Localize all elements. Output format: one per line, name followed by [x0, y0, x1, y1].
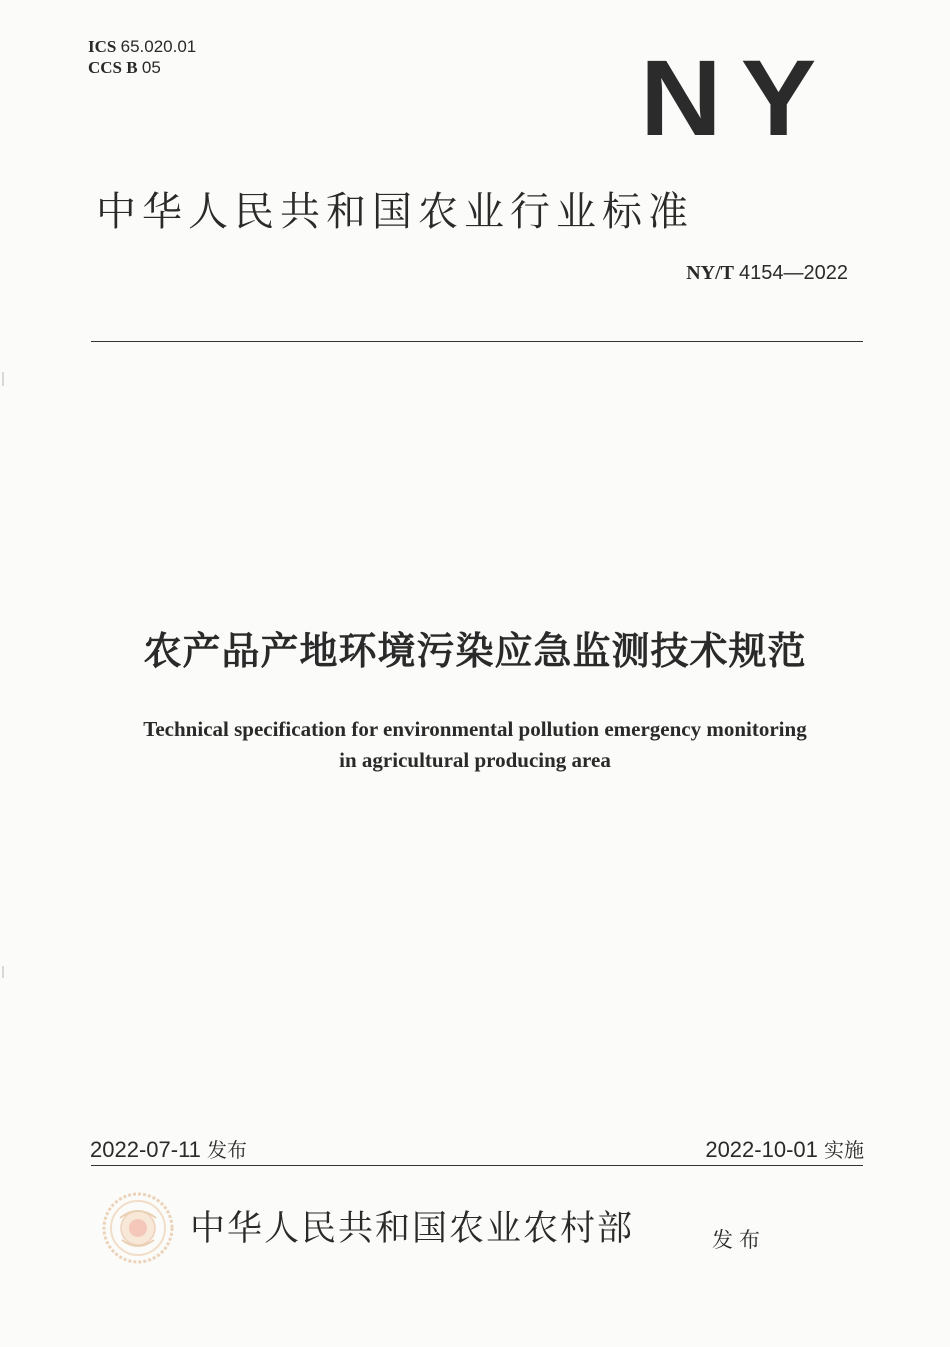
top-divider — [91, 341, 863, 342]
ny-logo: NY — [640, 37, 836, 158]
ccs-label: CCS B — [88, 58, 138, 77]
ccs-value: 05 — [141, 58, 161, 77]
standard-number — [686, 262, 848, 285]
ministry-seal-icon — [100, 1190, 176, 1266]
issue-date: 2022-07-11 — [90, 1137, 201, 1162]
ics-value: 65.020.01 — [120, 37, 197, 56]
implement-date-block — [705, 1134, 864, 1163]
document-title-en-line1: Technical specification for environmental pollution emergency monitoring — [143, 717, 807, 741]
document-title-en-line2: in agricultural producing area — [339, 748, 611, 772]
bottom-divider — [91, 1165, 863, 1166]
ics-code — [88, 36, 196, 57]
standard-number-prefix: NY/T — [686, 262, 735, 284]
scan-artifact — [2, 372, 4, 386]
ics-label: ICS — [88, 37, 117, 56]
implement-date: 2022-10-01 — [705, 1137, 818, 1162]
issue-label: 发布 — [207, 1138, 248, 1162]
issue-date-block — [90, 1134, 247, 1163]
issuer-action: 发布 — [712, 1228, 766, 1252]
standard-category-title: 中华人民共和国农业行业标准 — [96, 189, 694, 235]
document-title-cn: 农产品产地环境污染应急监测技术规范 — [143, 629, 807, 673]
ccs-code — [88, 57, 196, 78]
implement-label: 实施 — [824, 1138, 864, 1162]
document-title-en — [0, 714, 950, 776]
classification-codes — [88, 36, 196, 78]
issuer-name: 中华人民共和国农业农村部 — [190, 1209, 635, 1249]
scan-artifact — [2, 966, 4, 978]
standard-number-value: 4154—2022 — [739, 262, 848, 284]
